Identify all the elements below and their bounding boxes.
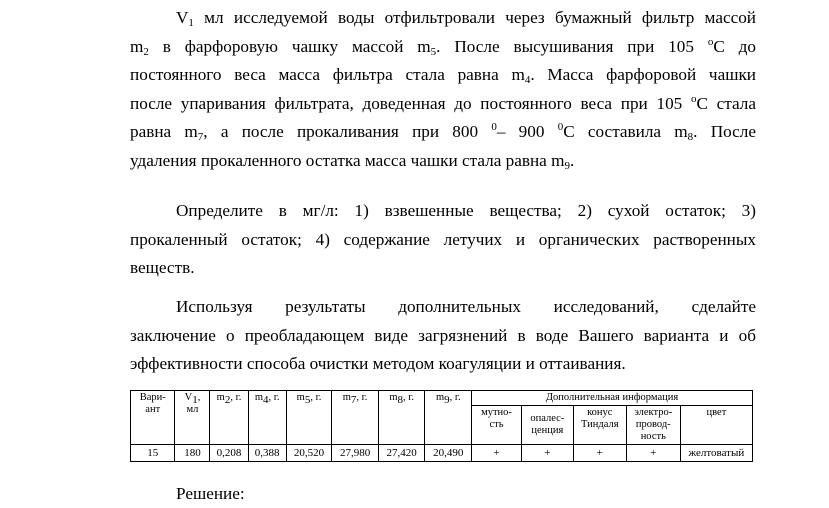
header-m2: $m_2$, г. <box>210 391 248 445</box>
task-line-3: веществ. <box>130 258 195 278</box>
cell-m9: 20,490 <box>425 445 472 462</box>
problem-line-6: удаления прокаленного остатка масса чашки стала равна $m_9$. <box>130 150 575 172</box>
cell-v1: 180 <box>175 445 210 462</box>
cell-m2: 0,208 <box>210 445 248 462</box>
conclusion-line-1: Используя результаты дополнительных исследований, сделайте <box>176 297 756 316</box>
cell-m4: 0,388 <box>248 445 286 462</box>
task-line-2: прокаленный остаток; 4) содержание летучих и органических растворенных <box>130 229 756 249</box>
cell-variant: 15 <box>131 445 175 462</box>
header-tyndall: конус Тиндаля <box>573 406 626 445</box>
task-paragraph <box>130 197 756 283</box>
header-variant: Вари-ант <box>131 391 175 445</box>
cell-color: желтоватый <box>680 445 752 462</box>
header-opalescence: опалес-ценция <box>521 406 573 445</box>
table-row <box>131 445 753 462</box>
header-turbidity: мутно-сть <box>472 406 522 445</box>
header-m8: $m_8$, г. <box>378 391 425 445</box>
problem-line-4: после упаривания фильтрата, доведенная до постоянного веса при 105 $^o$С стала <box>130 92 756 113</box>
header-color: цвет <box>680 406 752 445</box>
data-table <box>130 390 753 462</box>
task-line-1: Определите в мг/л: 1) взвешенные вещества; 2) сухой остаток; 3) <box>176 201 756 220</box>
header-m9: $m_9$, г. <box>425 391 472 445</box>
header-m4: $m_4$, г. <box>248 391 286 445</box>
header-extra-info: Дополнительная информация <box>472 391 753 406</box>
problem-paragraph <box>130 4 756 176</box>
cell-conductivity: + <box>626 445 680 462</box>
header-m5: $m_5$, г. <box>286 391 332 445</box>
conclusion-paragraph <box>130 293 756 379</box>
cell-opalescence: + <box>521 445 573 462</box>
problem-line-1: $V_1$ мл исследуемой воды отфильтровали через бумажный фильтр массой <box>176 8 756 29</box>
conclusion-line-3: эффективности способа очистки методом коагуляции и оттаивания. <box>130 354 626 374</box>
table-header-row <box>131 391 753 406</box>
problem-line-5: равна $m_7$, а после прокаливания при 800 $^0$– 900 $^0$С составила $m_8$. После <box>130 121 756 144</box>
cell-m5: 20,520 <box>286 445 332 462</box>
problem-line-2: $m_2$ в фарфоровую чашку массой $m_5$. После высушивания при 105 $^o$С до <box>130 35 756 58</box>
cell-m8: 27,420 <box>378 445 425 462</box>
header-conductivity: электро-провод-ность <box>626 406 680 445</box>
problem-line-3: постоянного веса масса фильтра стала равна $m_4$. Масса фарфоровой чашки <box>130 65 756 87</box>
header-m7: $m_7$, г. <box>332 391 379 445</box>
conclusion-line-2: заключение о преобладающем виде загрязнений в воде Вашего варианта и об <box>130 325 756 345</box>
cell-m7: 27,980 <box>332 445 379 462</box>
cell-tyndall: + <box>573 445 626 462</box>
cell-turbidity: + <box>472 445 522 462</box>
solution-heading: Решение: <box>176 484 245 503</box>
header-v1: $V_1$, мл <box>175 391 210 445</box>
